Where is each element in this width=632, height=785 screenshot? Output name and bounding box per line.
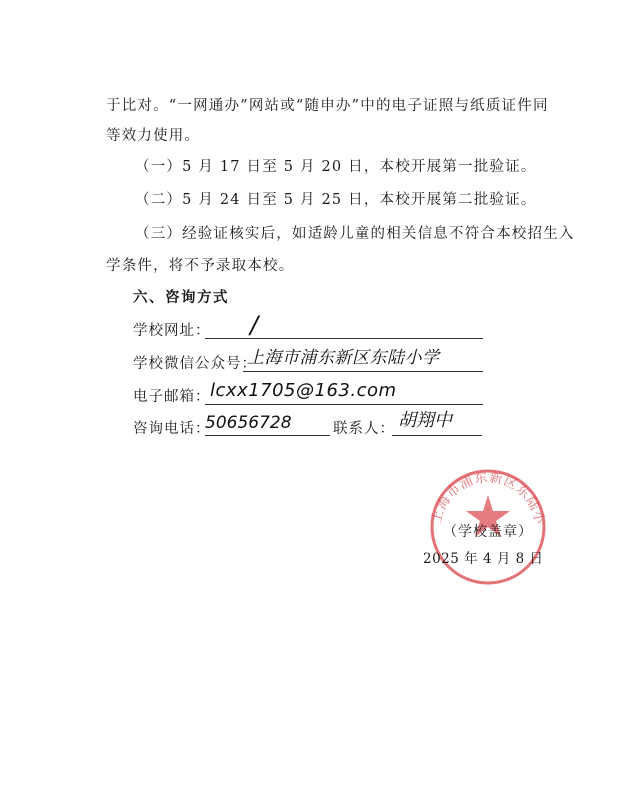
paragraph-line-2: 等效力使用。 [106, 128, 201, 144]
document-date: 2025 年 4 月 8 日 [423, 551, 544, 567]
phone-underline [205, 435, 330, 436]
phone-label: 咨询电话： [133, 421, 211, 437]
paragraph-line-1: 于比对。“一网通办”网站或“随申办”中的电子证照与纸质证件同 [106, 98, 549, 114]
wechat-underline [243, 371, 483, 372]
wechat-label: 学校微信公众号： [133, 356, 257, 372]
website-underline [205, 338, 483, 339]
list-item-3-line-2: 学条件，将不予录取本校。 [106, 258, 295, 274]
website-label: 学校网址： [133, 323, 211, 339]
seal-caption: （学校盖章） [443, 524, 533, 540]
email-value: lcxx1705@163.com [210, 380, 397, 401]
list-item-1: （一）5 月 17 日至 5 月 20 日，本校开展第一批验证。 [135, 159, 537, 175]
wechat-value: 上海市浦东新区东陆小学 [247, 348, 440, 368]
section-heading: 六、咨询方式 [133, 290, 229, 306]
phone-value: 50656728 [205, 413, 292, 433]
contact-person-label: 联系人： [333, 421, 395, 437]
email-label: 电子邮箱： [133, 389, 211, 405]
list-item-2: （二）5 月 24 日至 5 月 25 日，本校开展第二批验证。 [135, 192, 537, 208]
seal-ring-text: 上海市浦东新区东陆小 [429, 470, 547, 527]
list-item-3-line-1: （三）经验证核实后，如适龄儿童的相关信息不符合本校招生入 [135, 226, 575, 242]
email-underline [205, 404, 483, 405]
contact-person-underline [392, 435, 482, 436]
website-value: / [250, 311, 259, 339]
contact-person-signature: 胡翔中 [398, 410, 452, 431]
